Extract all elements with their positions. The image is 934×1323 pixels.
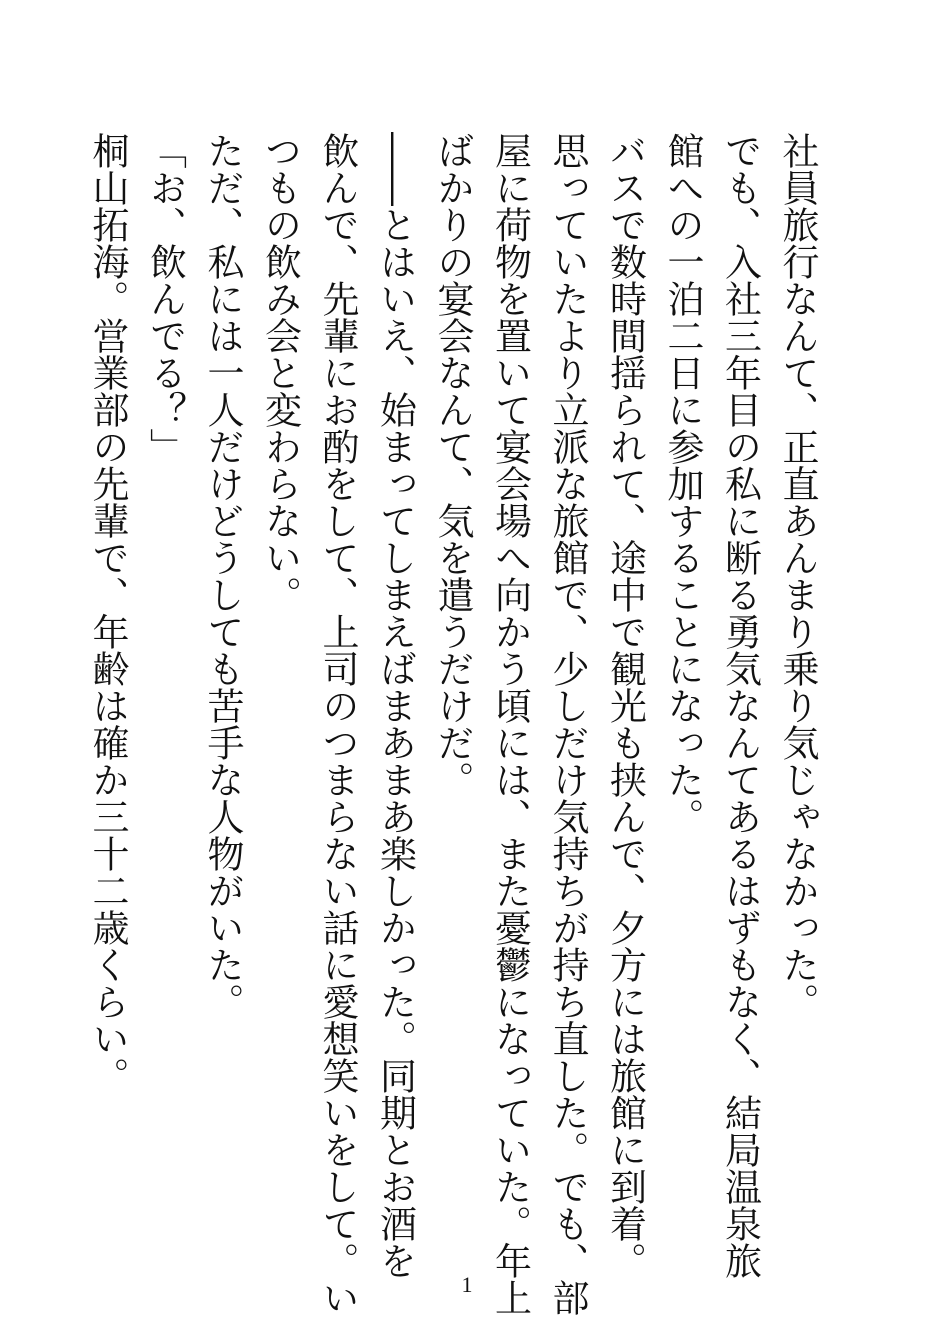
text-line: 屋に荷物を置いて宴会場へ向かう頃には、また憂鬱になっていた。年上 (488, 132, 532, 1316)
vertical-text-body (79, 132, 827, 1316)
text-line: 社員旅行なんて、正直あんまり乗り気じゃなかった。 (776, 132, 819, 1020)
text-line: 桐山拓海。営業部の先輩で、年齢は確か三十二歳くらい。 (86, 132, 129, 1094)
text-line: ――とはいえ、始まってしまえばまあまあ楽しかった。同期とお酒を (373, 132, 417, 1279)
text-line: 思っていたより立派な旅館で、少しだけ気持ちが持ち直した。でも、部 (546, 132, 589, 1316)
page-number: 1 (461, 1272, 473, 1297)
text-line: ただ、私には一人だけどうしても苦手な人物がいた。 (201, 132, 244, 1020)
text-line: ばかりの宴会なんて、気を遣うだけだ。 (431, 132, 474, 798)
text-line: 飲んで、先輩にお酌をして、上司のつまらない話に愛想笑いをして。い (316, 132, 359, 1316)
text-line: でも、入社三年目の私に断る勇気なんてあるはずもなく、結局温泉旅 (718, 132, 762, 1279)
text-line: 館への一泊二日に参加することになった。 (661, 132, 704, 835)
text-line: 「お、飲んでる？」 (143, 132, 187, 465)
text-line: つもの飲み会と変わらない。 (258, 132, 302, 613)
text-line: バスで数時間揺られて、途中で観光も挟んで、夕方には旅館に到着。 (603, 132, 647, 1279)
